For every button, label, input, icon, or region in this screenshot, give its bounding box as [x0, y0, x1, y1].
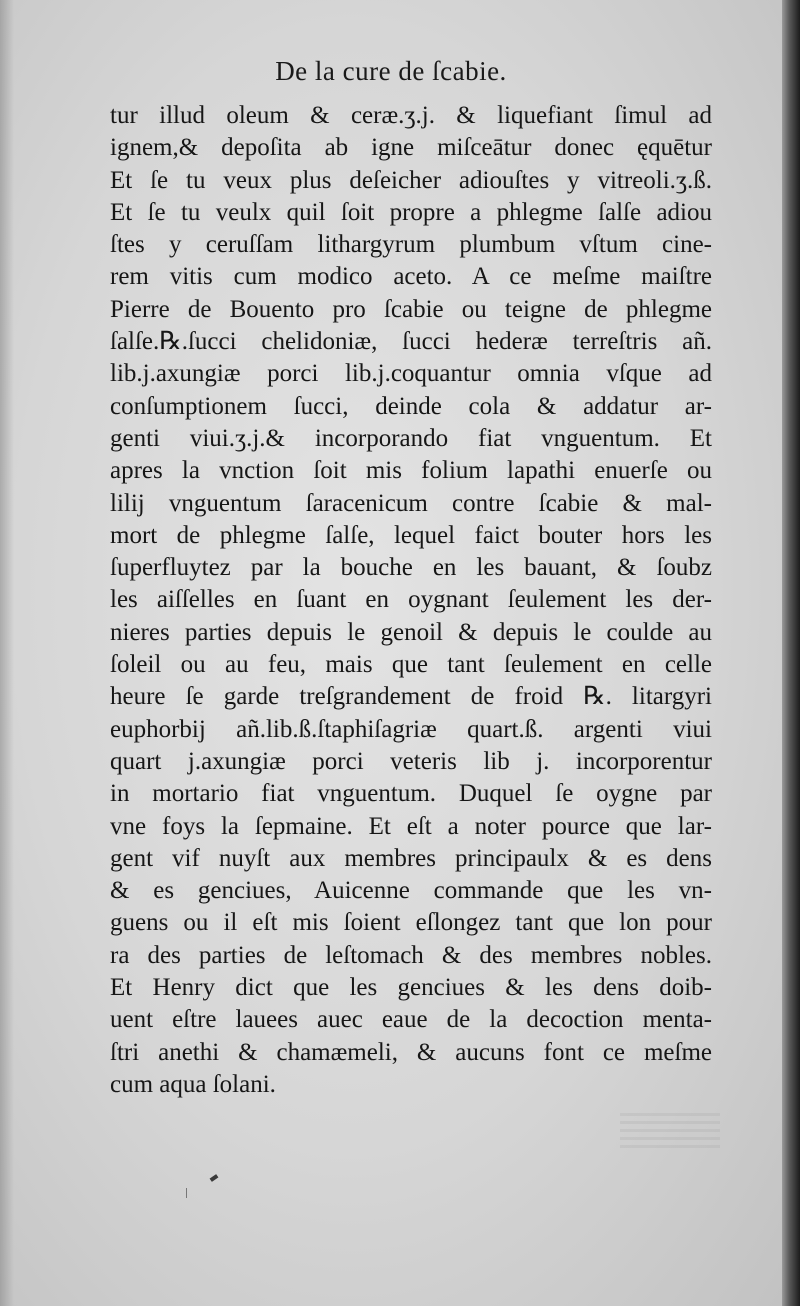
text-line: lilij vnguentum ſaracenicum contre ſcabie & mal- [110, 489, 712, 517]
text-line: vne foys la ſepmaine. Et eſt a noter pource que lar- [110, 812, 712, 840]
text-line: cum aqua ſolani. [110, 1070, 276, 1098]
text-line: apres la vnction ſoit mis folium lapathi enuerſe ou [110, 457, 712, 485]
text-line: les aiſſelles en ſuant en oygnant ſeulement les der- [110, 586, 712, 614]
text-line: ſoleil ou au feu, mais que tant ſeulement en celle [110, 651, 712, 679]
text-line: rem vitis cum modico aceto. A ce meſme maiſtre [110, 263, 712, 291]
text-line: conſumptionem ſucci, deinde cola & addatur ar- [110, 392, 712, 420]
ink-speck [186, 1188, 187, 1198]
text-line: genti viui.ʒ.j.& incorporando fiat vnguentum. Et [110, 424, 712, 452]
running-head: De la cure de ſcabie. [275, 56, 507, 86]
text-line: lib.j.axungiæ porci lib.j.coquantur omnia vſque ad [110, 360, 712, 388]
text-line: uent eſtre lauees auec eaue de la decoction menta- [110, 1006, 712, 1034]
text-line: ſtri anethi & chamæmeli, & aucuns font ce meſme [110, 1038, 712, 1066]
page-edge-shadow [782, 0, 800, 1306]
text-line: gent vif nuyſt aux membres principaulx & es dens [110, 844, 712, 872]
text-line: ſuperfluytez par la bouche en les bauant, & ſoubz [110, 554, 712, 582]
show-through-text [620, 1108, 720, 1148]
text-line: Et ſe tu veux plus deſeicher adiouſtes y vitreoli.ʒ.ß. [110, 166, 712, 194]
text-line: ſalſe.℞.ſucci chelidoniæ, ſucci hederæ terreſtris añ. [110, 328, 712, 356]
text-line: ra des parties de leſtomach & des membres nobles. [110, 941, 712, 969]
ink-speck [210, 1174, 219, 1182]
text-line: heure ſe garde treſgrandement de froid ℞. litargyri [110, 683, 712, 711]
text-line: nieres parties depuis le genoil & depuis le coulde au [110, 618, 712, 646]
gutter-shadow [0, 0, 14, 1306]
text-line: in mortario fiat vnguentum. Duquel ſe oygne par [110, 780, 712, 808]
text-line: euphorbij añ.lib.ß.ſtaphiſagriæ quart.ß. argenti viui [110, 715, 712, 743]
text-line: mort de phlegme ſalſe, lequel faict bouter hors les [110, 521, 712, 549]
text-line: Et ſe tu veulx quil ſoit propre a phlegme ſalſe adiou [110, 198, 712, 226]
body-text [110, 100, 712, 1101]
text-line: Et Henry dict que les genciues & les dens doib- [110, 974, 712, 1002]
text-line: guens ou il eſt mis ſoient eſlongez tant que lon pour [110, 909, 712, 937]
text-line: tur illud oleum & ceræ.ʒ.j. & liquefiant ſimul ad [110, 102, 712, 129]
text-line: Pierre de Bouento pro ſcabie ou teigne de phlegme [110, 295, 712, 323]
text-line: ſtes y ceruſſam lithargyrum plumbum vſtum cine- [110, 231, 712, 259]
text-line: & es genciues, Auicenne commande que les vn- [110, 877, 712, 905]
text-line: quart j.axungiæ porci veteris lib j. incorporentur [110, 747, 712, 775]
text-line: ignem,& depoſita ab igne miſceātur donec ęquētur [110, 134, 712, 162]
